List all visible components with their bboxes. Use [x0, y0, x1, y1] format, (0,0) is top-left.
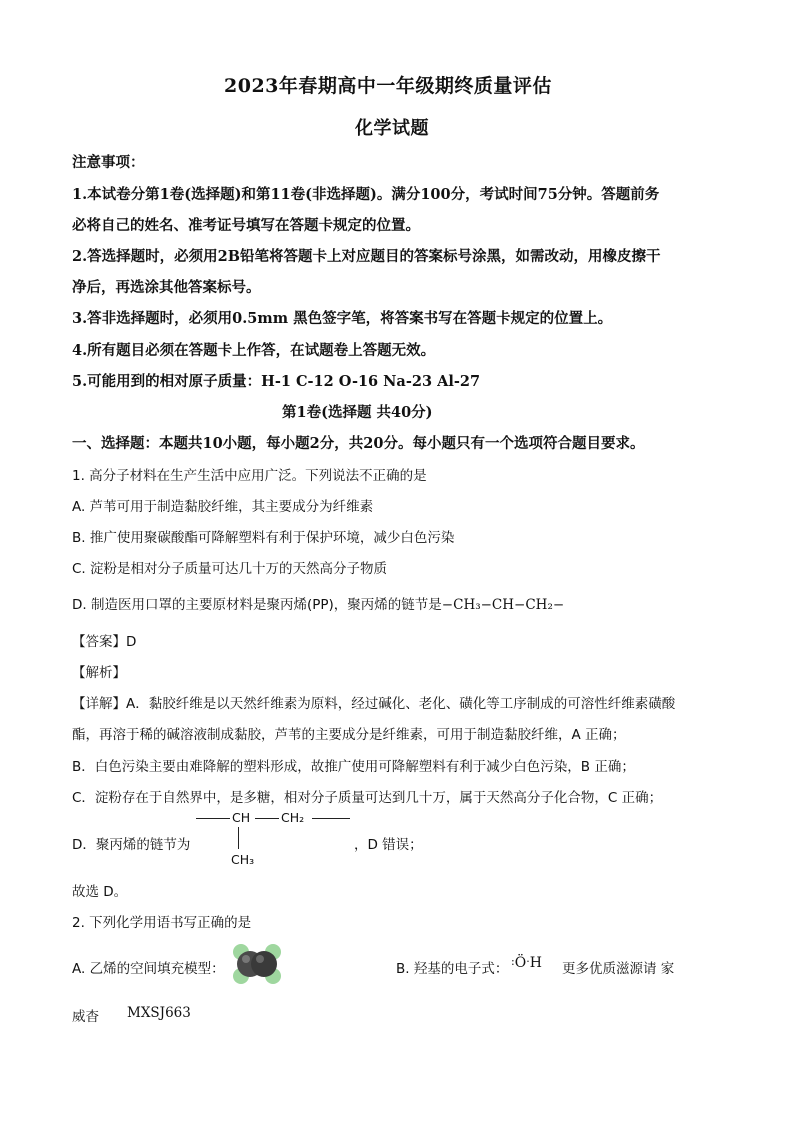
q1-analysis-label: 【解析】	[72, 665, 126, 681]
page-title: 2023年春期高中一年级期终质量评估	[224, 75, 552, 97]
q1-option-d	[72, 593, 564, 613]
q1-answer: 【答案】D	[72, 634, 137, 650]
notice-line-3: 2.答选择题时，必须用2B铅笔将答题卡上对应题目的答案标号涂黑，如需改动，用橡皮擦干	[72, 248, 661, 265]
electron-dots-left: :	[511, 955, 515, 968]
q1-option-a: A. 芦苇可用于制造黏胶纤维，其主要成分为纤维素	[72, 499, 374, 515]
q1-detail-4: C．淀粉存在于自然界中，是多糖，相对分子质量可达到几十万，属于天然高分子化合物，C 正确；	[72, 790, 663, 806]
hydroxyl-hydrogen: H	[529, 955, 542, 971]
electron-dots-right: ·	[526, 955, 530, 968]
bond-left	[196, 818, 230, 819]
notice-line-6: 4.所有题目必须在答题卡上作答，在试题卷上答题无效。	[72, 342, 436, 359]
bond-right	[312, 818, 350, 819]
notice-line-7: 5.可能用到的相对原子质量：H-1 C-12 O-16 Na-23 Al-27	[72, 373, 481, 390]
notice-line-2: 必将自己的姓名、准考证号填写在答题卡规定的位置。	[72, 217, 420, 234]
q1-detail-d-prefix: D．聚丙烯的链节为	[72, 837, 191, 853]
q2-option-a: A. 乙烯的空间填充模型：	[72, 961, 225, 977]
watermark-text: 更多优质滋源请 家	[562, 961, 675, 977]
q1-stem: 1. 高分子材料在生产生活中应用广泛。下列说法不正确的是	[72, 468, 427, 484]
q1-detail-d-suffix: ，D 错误；	[354, 837, 423, 853]
bond-middle	[255, 818, 279, 819]
notice-heading: 注意事项：	[72, 154, 145, 171]
q1-detail-3: B．白色污染主要由难降解的塑料形成，故推广使用可降解塑料有利于减少白色污染，B 正确；	[72, 759, 635, 775]
q1-option-d-formula: −CH₃−CH−CH₂−	[441, 597, 565, 613]
q2-option-b: B. 羟基的电子式：	[396, 961, 509, 977]
notice-line-4: 净后，再选涂其他答案标号。	[72, 279, 261, 296]
q1-option-c: C. 淀粉是相对分子质量可达几十万的天然高分子物质	[72, 561, 388, 577]
q1-option-b: B. 推广使用聚碳酸酯可降解塑料有利于保护环境，减少白色污染	[72, 530, 455, 546]
notice-line-1: 1.本试卷分第1卷(选择题)和第11卷(非选择题)。满分100分，考试时间75分钟。答题前务	[72, 186, 660, 203]
footer-code: MXSJ663	[127, 1005, 191, 1021]
notice-line-5: 3.答非选择题时，必须用0.5mm 黑色签字笔，将答案书写在答题卡规定的位置上。	[72, 310, 613, 327]
q1-conclusion: 故选 D。	[72, 884, 128, 900]
hydroxyl-electron-formula	[511, 955, 542, 971]
q1-option-d-text: D. 制造医用口罩的主要原材料是聚丙烯(PP)，聚丙烯的链节是	[72, 597, 442, 613]
section-instruction: 一、选择题：本题共10小题，每小题2分，共20分。每小题只有一个选项符合题目要求。	[72, 435, 645, 452]
q1-detail-1: 【详解】A．黏胶纤维是以天然纤维素为原料，经过碱化、老化、磺化等工序制成的可溶性纤维素磺酸	[72, 696, 676, 712]
atom-ch2: CH₂	[281, 810, 305, 825]
page-subtitle: 化学试题	[355, 118, 429, 139]
ethylene-space-filling-model-icon	[231, 943, 283, 985]
footer-left: 威杳	[72, 1009, 99, 1025]
q1-detail-2: 酯，再溶于稀的碱溶液制成黏胶，芦苇的主要成分是纤维素，可用于制造黏胶纤维，A 正确；	[72, 727, 626, 743]
atom-ch: CH	[232, 810, 251, 825]
bond-vertical	[238, 827, 239, 849]
section-title: 第1卷(选择题 共40分)	[282, 404, 433, 421]
atom-ch3: CH₃	[231, 852, 255, 867]
q2-stem: 2. 下列化学用语书写正确的是	[72, 915, 252, 931]
hydroxyl-oxygen: Ö	[514, 955, 527, 971]
